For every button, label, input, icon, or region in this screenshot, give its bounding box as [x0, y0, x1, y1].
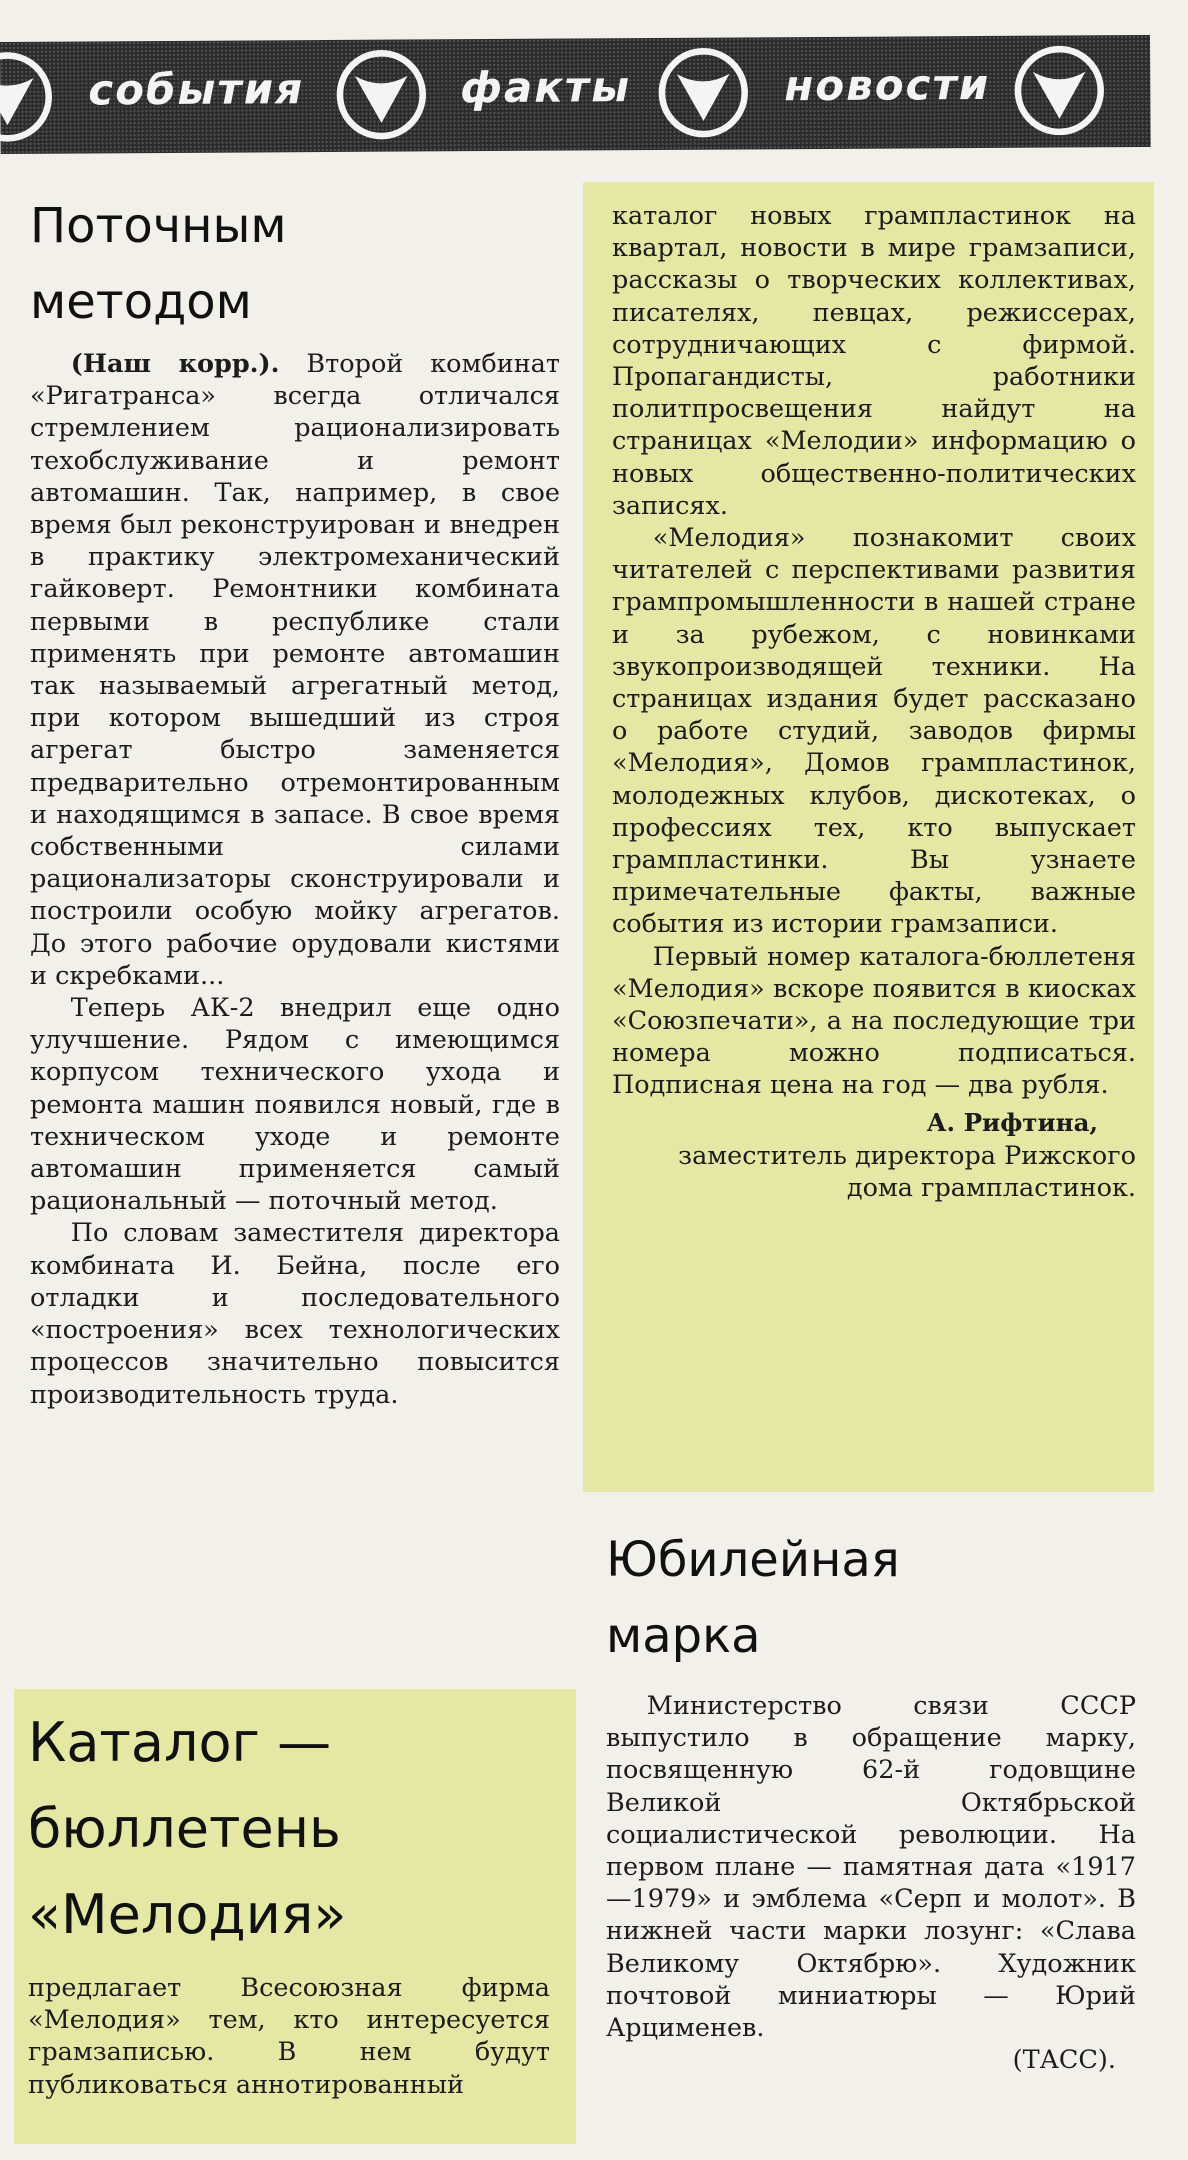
v-circle-icon — [334, 47, 429, 142]
paragraph: Министерство связи СССР выпустило в обращение марку, посвященную 62-й годовщине Великой Октябрьской социалистической революции. На первом плане — памятная дата «1917—1979» и эмблема «Серп и молот». В нижней части марки лозунг: «Слава Великому Октябрю». Художник почтовой миниатюры — Юрий Арцименев. — [606, 1691, 1136, 2044]
paragraph: предлагает Всесоюзная фирма «Мелодия» тем, кто интересуется грамзаписью. В нем будут публиковаться аннотированный — [28, 1973, 550, 2100]
article-title: Поточным методом — [30, 198, 287, 330]
source-tass: (ТАСС). — [1012, 2045, 1116, 2076]
paragraph: Первый номер каталога-бюллетеня «Мелодия» вскоре появится в киосках «Союзпечати», а на последующие три номера можно подписаться. Подписная цена на год — два рубля. — [612, 941, 1136, 1101]
v-circle-icon — [1012, 43, 1107, 138]
article-jubilee-stamp — [606, 1522, 1136, 2076]
banner-word-news: новости — [784, 59, 991, 111]
author-role: заместитель директора Рижского дома грампластинок. — [678, 1140, 1136, 1203]
banner-word-facts: факты — [460, 62, 632, 113]
paragraph: «Мелодия» познакомит своих читателей с перспективами развития грампромышленности в нашей стране и за рубежом, с новинками звукопроизводящей техники. На страницах издания будет рассказано о работе студий, заводов фирмы «Мелодия», Домов грампластинок, молодежных клубов, дискотеках, о профессиях тех, кто выпускает грампластинки. Вы узнаете примечательные факты, важные события из истории грамзаписи. — [612, 523, 1136, 940]
lead-correspondent: (Наш корр.). — [70, 349, 280, 379]
paragraph: каталог новых грампластинок на квартал, новости в мире грамзаписи, рассказы о творческих коллективах, писателях, певцах, режиссерах, сотрудничающих с фирмой. Пропагандисты, работники политпросвещения найдут на страницах «Мелодии» информацию о новых общественно-политических записях. — [612, 201, 1136, 521]
article-melodiya-continued — [612, 200, 1136, 1204]
section-banner — [0, 35, 1151, 154]
article-melodiya — [28, 1700, 550, 2101]
paragraph: Теперь АК-2 внедрил еще одно улучшение. Рядом с имеющимся корпусом технического ухода и ремонта машин появился новый, где в техническом уходе и ремонте автомашин применяется самый рациональный — поточный метод. — [30, 993, 560, 1217]
author-name: А. Рифтина, — [926, 1107, 1098, 1137]
v-circle-icon — [0, 50, 55, 145]
article-flow-method — [30, 188, 560, 1411]
banner-word-events: события — [88, 64, 305, 115]
article-title: Юбилейная марка — [606, 1532, 900, 1664]
article-title: Каталог — бюллетень «Мелодия» — [28, 1711, 347, 1946]
v-circle-icon — [656, 45, 751, 140]
paragraph: Второй комбинат «Ригатранса» всегда отличался стремлением рационализировать техобслуживание и ремонт автомашин. Так, например, в свое время был реконструирован и внедрен в практику электромеханический гайковерт. Ремонтники комбината первыми в республике стали применять при ремонте автомашин так называемый агрегатный метод, при котором вышедший из строя агрегат быстро заменяется предварительно отремонтированным и находящимся в запасе. В свое время собственными силами рационализаторы сконструировали и построили особую мойку агрегатов. До этого рабочие орудовали кистями и скребками... — [30, 349, 560, 991]
paragraph: По словам заместителя директора комбината И. Бейна, после его отладки и последовательного «построения» всех технологических процессов значительно повысится производительность труда. — [30, 1218, 560, 1410]
